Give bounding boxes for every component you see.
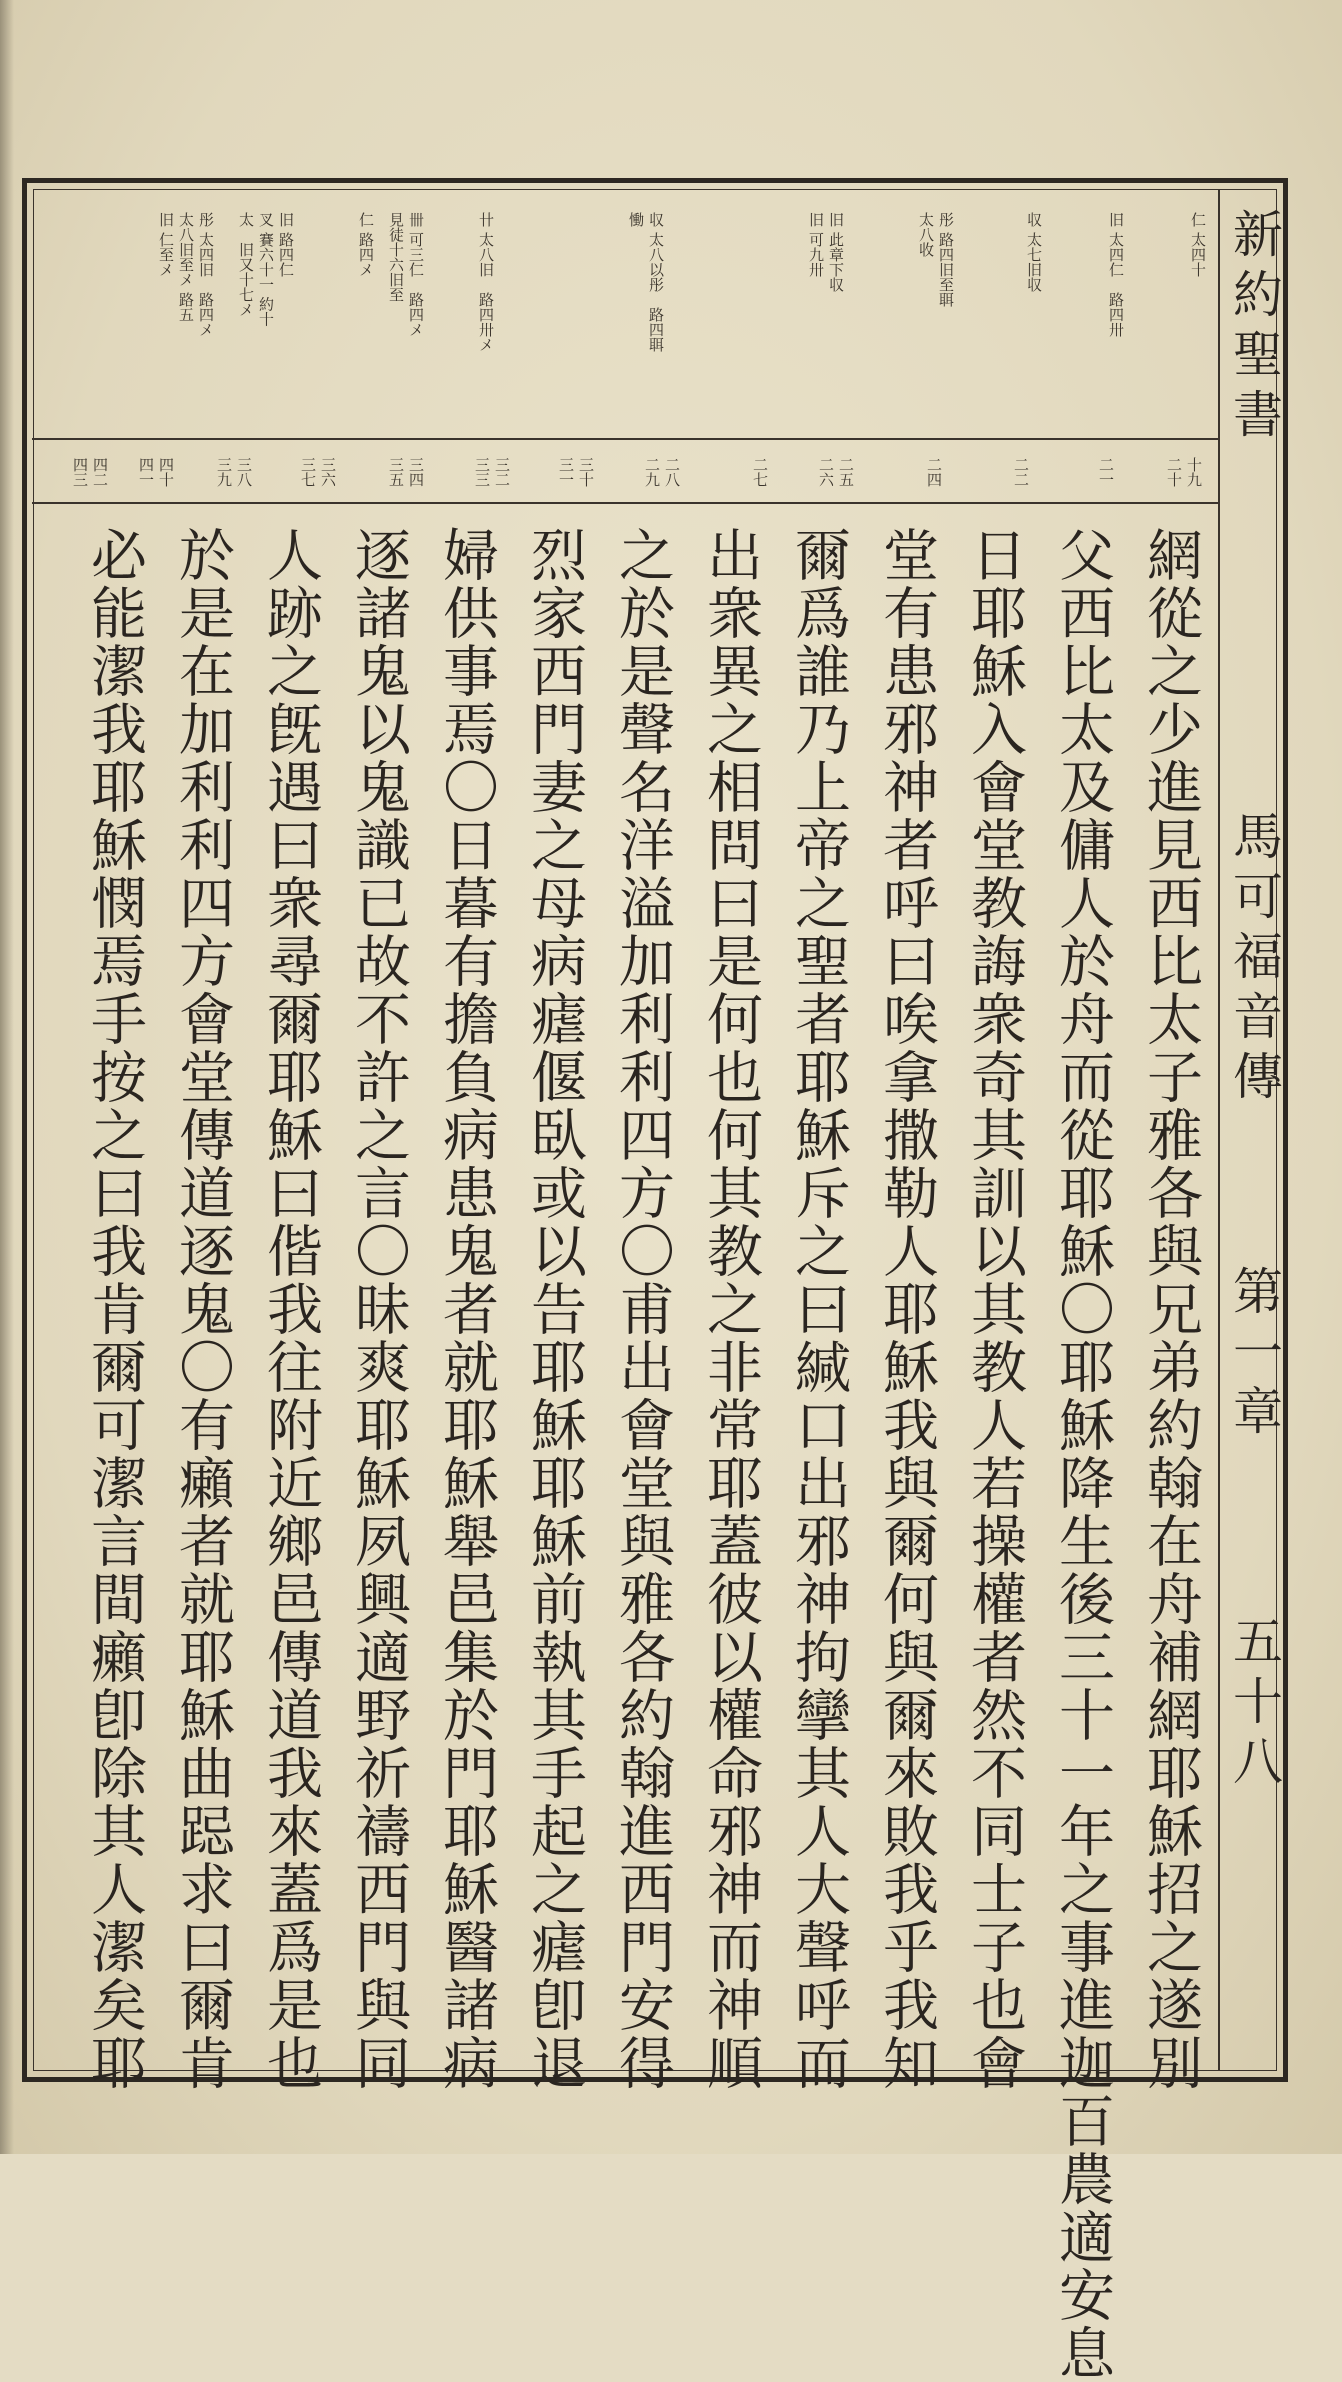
- gospel-title: 馬可福音傳: [1225, 810, 1283, 1110]
- main-text: [32, 504, 1218, 2382]
- text-column: 堂有患邪神者呼曰唉拿撒勒人耶穌我與爾何與爾來敗我乎我知: [874, 526, 939, 2092]
- verse-number-strip: [32, 440, 1218, 504]
- verse-number: 四十 四一: [137, 457, 175, 487]
- verse-number: 二二: [1012, 457, 1030, 487]
- text-column: 出衆異之相問曰是何也何其教之非常耶蓋彼以權命邪神而神順: [698, 526, 763, 2092]
- verse-number: 二八 二九: [643, 457, 681, 487]
- note-column: 仁 太四十: [1189, 212, 1207, 277]
- note-column: 旧 路四仁 叉 賽六十一 約十 太 旧又十七メ: [237, 212, 295, 327]
- verse-number: 三四 三五: [387, 457, 425, 487]
- text-column: 烈家西門妻之母病瘧偃臥或以告耶穌耶穌前執其手起之瘧卽退: [522, 526, 587, 2092]
- note-column: 彤 太四旧 路四メ 太八旧至メ 路五: [177, 212, 215, 337]
- note-column: 旧 太四仁 路四卅: [1107, 212, 1125, 337]
- note-column: 卌 可三仁 路四メ 見徒十六旧至: [387, 212, 425, 337]
- note-column: 旧 此章下収 旧 可九卅: [807, 212, 845, 292]
- verse-number: 三六 三七: [299, 457, 337, 487]
- text-column: 婦供事焉〇日暮有擔負病患鬼者就耶穌舉邑集於門耶穌醫諸病: [434, 526, 499, 2092]
- note-column: 仁 路四メ: [357, 212, 375, 277]
- text-column: 逐諸鬼以鬼識已故不許之言〇昧爽耶穌夙興適野祈禱西門與同: [346, 526, 411, 2092]
- note-column: [722, 212, 766, 432]
- binding-edge-shadow: [0, 0, 14, 2154]
- verse-number: 二五 二六: [817, 457, 855, 487]
- text-column: 爾爲誰乃上帝之聖者耶穌斥之曰緘口出邪神拘攣其人大聲呼而: [786, 526, 851, 2092]
- verse-number: 三十 三一: [557, 457, 595, 487]
- verse-number: 二四: [925, 457, 943, 487]
- verse-number: 四二 四三: [71, 457, 109, 487]
- verse-number: 十九 二十: [1165, 457, 1203, 487]
- note-column: 卄 太八旧 路四卅メ: [477, 212, 495, 352]
- page-number: 五十八: [1225, 1615, 1283, 1795]
- verse-number: 三八 三九: [215, 457, 253, 487]
- chapter-label: 第一章: [1225, 1265, 1283, 1445]
- note-column: 収 太八以彤 路四聑 慟: [627, 212, 665, 352]
- running-header: [1218, 190, 1286, 2070]
- verse-number: 三二 三三: [473, 457, 511, 487]
- note-column: 旧 仁至メ: [157, 212, 175, 277]
- text-column: 人跡之旣遇曰衆尋爾耶穌曰偕我往附近鄉邑傳道我來蓋爲是也: [258, 526, 323, 2092]
- verse-number: 二七: [751, 457, 769, 487]
- text-column: 網從之少進見西比太子雅各與兄弟約翰在舟補網耶穌招之遂別: [1138, 526, 1203, 2092]
- text-column: 於是在加利利四方會堂傳道逐鬼〇有癩者就耶穌曲跽求曰爾肯: [170, 526, 235, 2092]
- text-column: 之於是聲名洋溢加利利四方〇甫出會堂與雅各約翰進西門安得: [610, 526, 675, 2092]
- cross-reference-notes: [32, 190, 1218, 440]
- text-column: 必能潔我耶穌憫焉手按之曰我肯爾可潔言間癩卽除其人潔矣耶: [82, 526, 147, 2092]
- verse-number: 二一: [1097, 457, 1115, 487]
- text-column: 日耶穌入會堂教誨衆奇其訓以其教人若操權者然不同士子也會: [962, 526, 1027, 2092]
- note-column: 彤 路四旧至聑 太八收: [917, 212, 955, 307]
- text-column: 父西比太及傭人於舟而從耶穌〇耶穌降生後三十一年之事進迦百農適安息: [1050, 526, 1115, 2382]
- note-column: 収 太七旧収: [1025, 212, 1043, 292]
- book-title: 新約聖書: [1225, 208, 1283, 448]
